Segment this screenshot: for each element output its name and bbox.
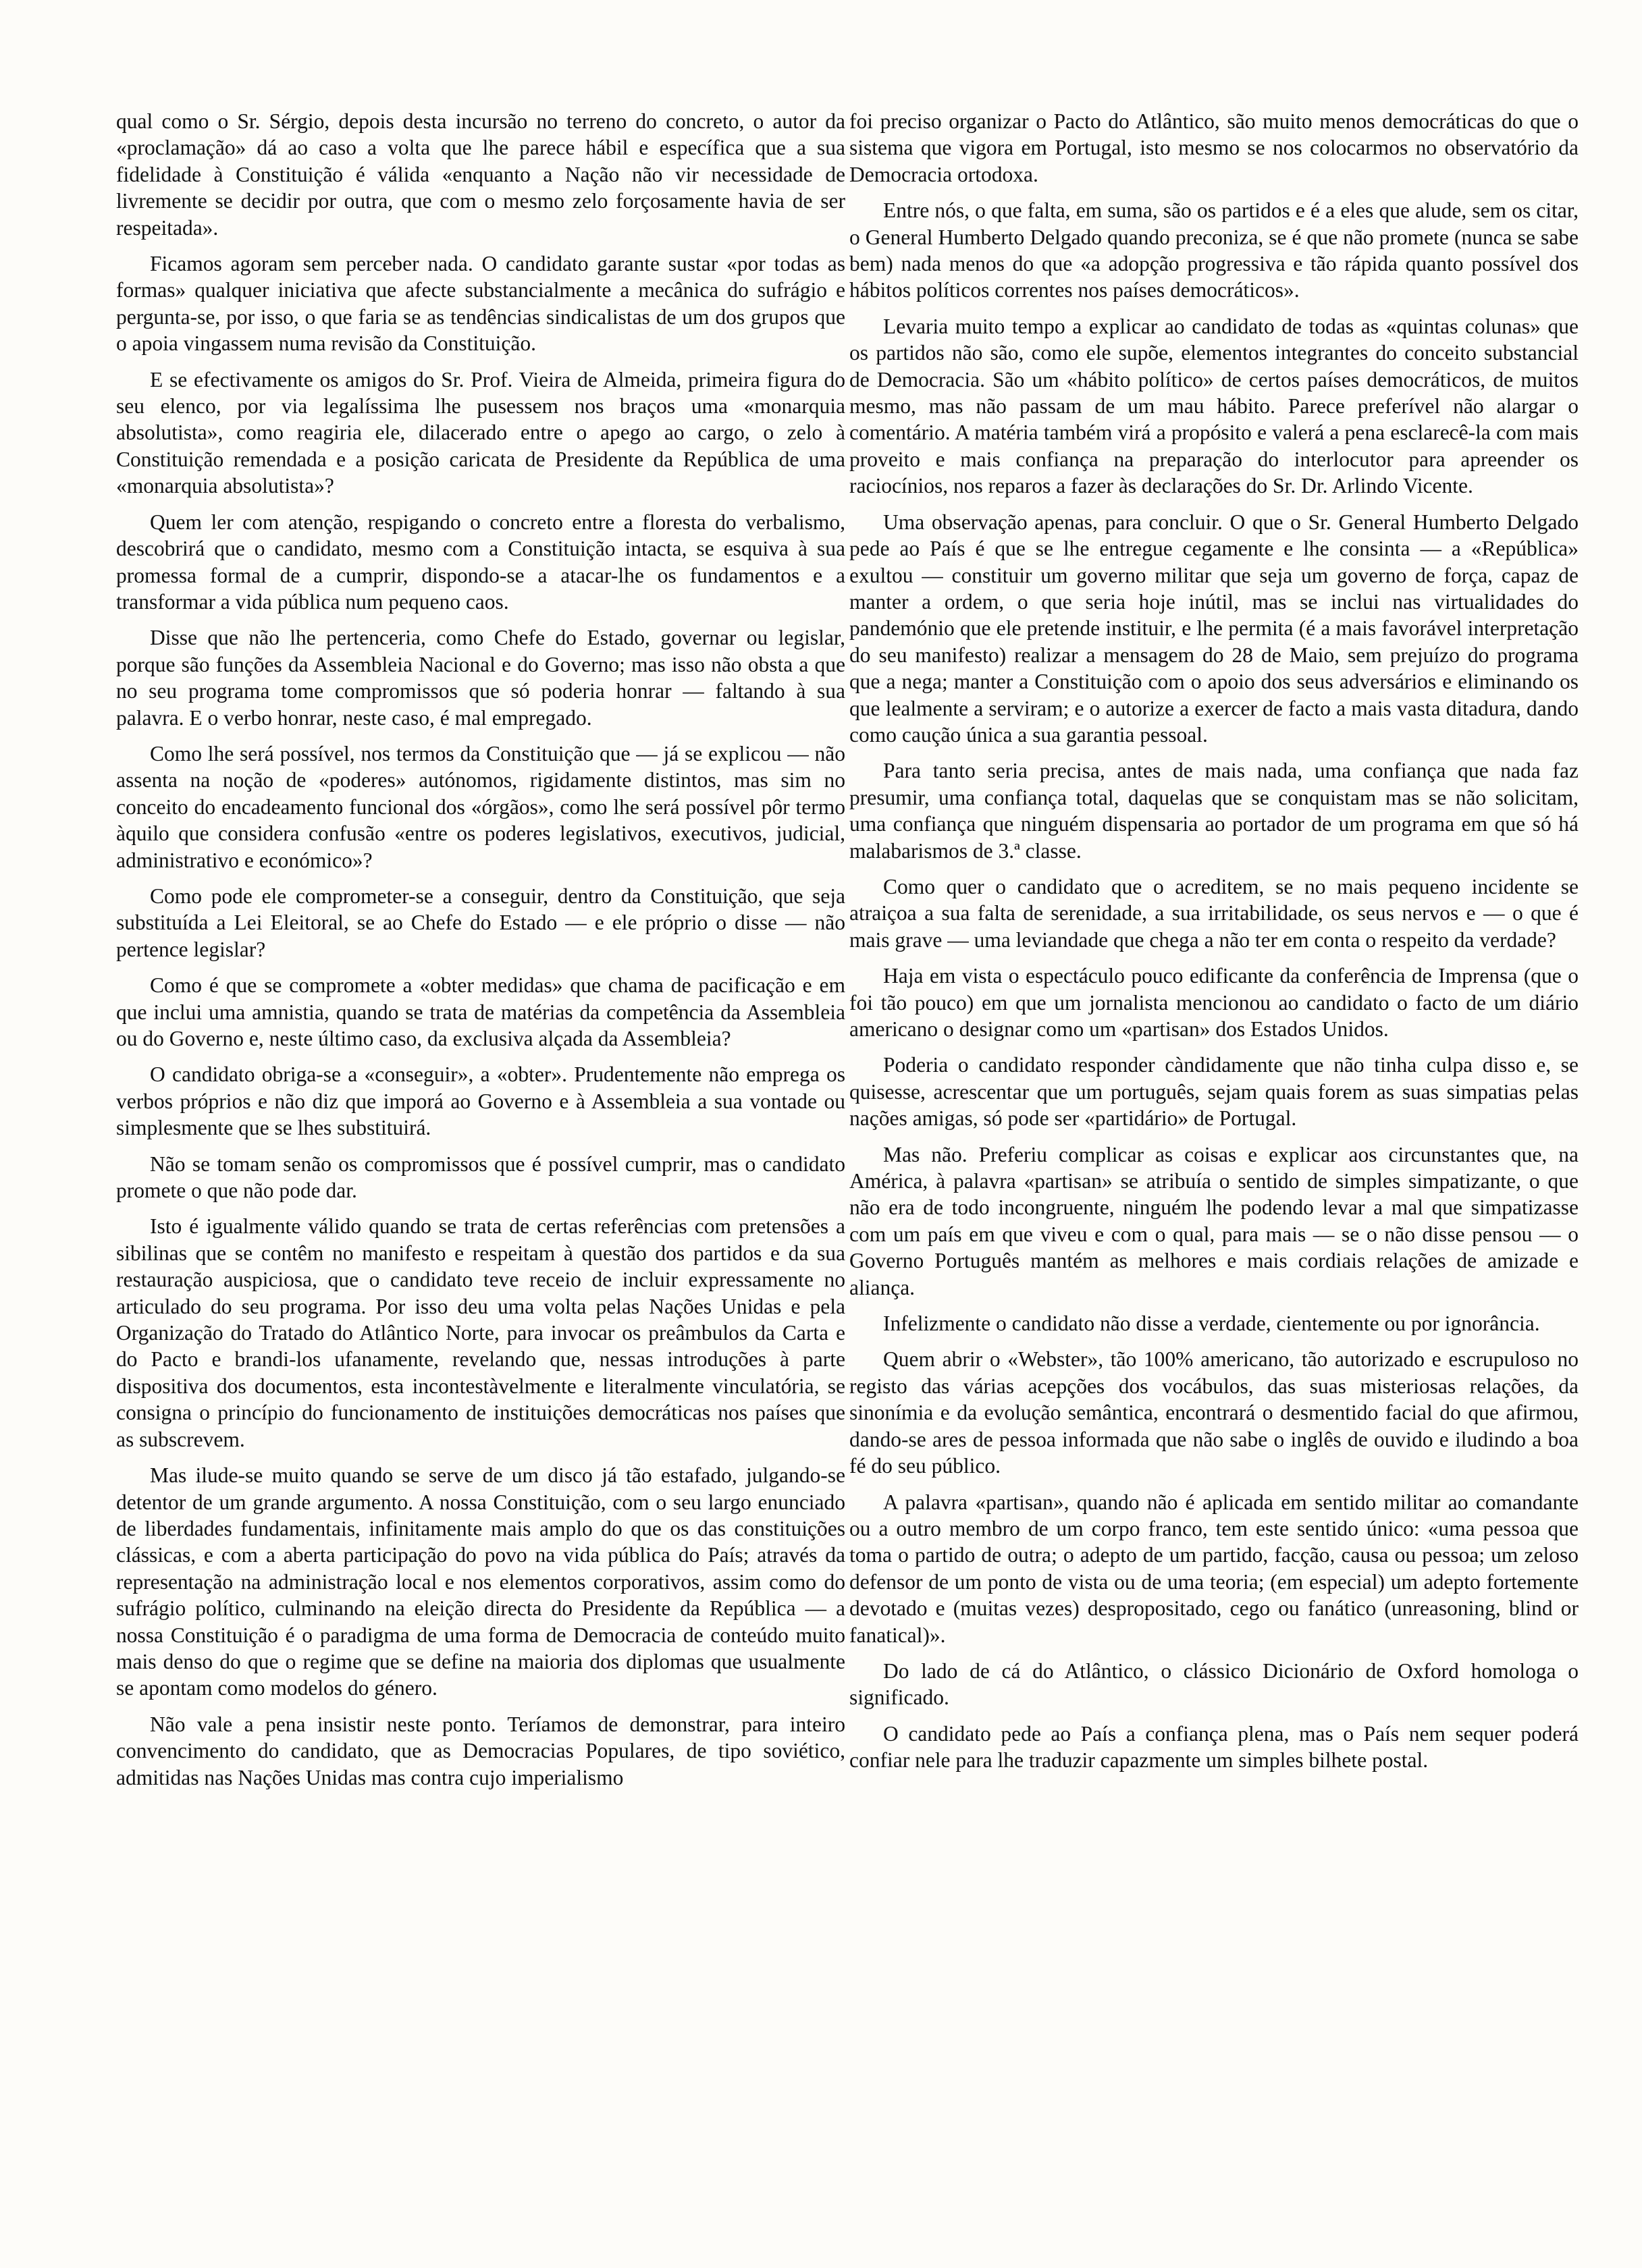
paragraph: Como lhe será possível, nos termos da Constituição que — já se explicou — não assenta na noção de «poderes» autónomos, rigidamente distintos, mas sim no conceito do encadeamento funcional dos «órgãos», como lhe será possível pôr termo àquilo que considera confusão «entre os poderes legislativos, executivos, judicial, administrativo e económico»? — [116, 741, 845, 872]
paragraph: Como é que se compromete a «obter medidas» que chama de pacificação e em que inclui uma amnistia, quando se trata de matérias da competência da Assembleia ou do Governo e, neste último caso, da exclusiva alçada da Assembleia? — [116, 973, 845, 1050]
paragraph: qual como o Sr. Sérgio, depois desta incursão no terreno do concreto, o autor da «proclamação» dá ao caso a volta que lhe parece hábil e específica que a sua fidelidade à Constituição é válida «enquanto a Nação não vir necessidade de livremente se decidir por outra, que com o mesmo zelo forçosamente havia de ser respeitada». — [116, 109, 845, 240]
paragraph: O candidato pede ao País a confiança plena, mas o País nem sequer poderá confiar nele para lhe traduzir capazmente um simples bilhete postal. — [849, 1721, 1579, 1773]
paragraph: Entre nós, o que falta, em suma, são os partidos e é a eles que alude, sem os citar, o General Humberto Delgado quando preconiza, se é que não promete (nunca se sabe bem) nada menos do que «a adopção progressiva e tão rápida quanto possível dos hábitos políticos correntes nos países democráticos». — [849, 198, 1579, 302]
paragraph: Não se tomam senão os compromissos que é possível cumprir, mas o candidato promete o que não pode dar. — [116, 1152, 845, 1203]
paragraph: Para tanto seria precisa, antes de mais nada, uma confiança que nada faz presumir, uma confiança total, daquelas que se conquistam mas se não solicitam, uma confiança que ninguém dispensaria ao portador de um programa em que só há malabarismos de 3.ª classe. — [849, 759, 1579, 863]
paragraph: Quem ler com atenção, respigando o concreto entre a floresta do verbalismo, descobrirá que o candidato, mesmo com a Constituição intacta, se esquiva à sua promessa formal de a cumprir, dispondo-se a atacar-lhe os fundamentos e a transformar a vida pública num pequeno caos. — [116, 510, 845, 614]
paragraph: Poderia o candidato responder càndidamente que não tinha culpa disso e, se quisesse, acrescentar que um português, sejam quais forem as suas simpatias pelas nações amigas, só pode ser «partidário» de Portugal. — [849, 1053, 1579, 1131]
paragraph: Disse que não lhe pertenceria, como Chefe do Estado, governar ou legislar, porque são funções da Assembleia Nacional e do Governo; mas isso não obsta a que no seu programa tome compromissos que só poderia honrar — faltando à sua palavra. E o verbo honrar, neste caso, é mal empregado. — [116, 626, 845, 730]
paragraph: E se efectivamente os amigos do Sr. Prof. Vieira de Almeida, primeira figura do seu elenco, por via legalíssima lhe pusessem nos braços uma «monarquia absolutista», como reagiria ele, dilacerado entre o apego ao cargo, o zelo à Constituição remendada e a posição caricata de Presidente da República de uma «monarquia absolutista»? — [116, 367, 845, 498]
paragraph: Mas não. Preferiu complicar as coisas e explicar aos circunstantes que, na América, à palavra «partisan» se atribuía o sentido de simples simpatizante, o que não era de todo incongruente, ninguém lhe podendo levar a mal que simpatizasse com um país em que viveu e com o qual, para mais — se o não disse pensou — o Governo Português mantém as melhores e mais cordiais relações de amizade e aliança. — [849, 1142, 1579, 1299]
paragraph: Levaria muito tempo a explicar ao candidato de todas as «quintas colunas» que os partidos não são, como ele supõe, elementos integrantes do conceito substancial de Democracia. São um «hábito político» de certos países democráticos, de muitos mesmo, mas não passam de um mau hábito. Parece preferível não alargar o comentário. A matéria também virá a propósito e valerá a pena esclarecê-la com mais proveito e mais confiança na preparação do interlocutor para apreender os raciocínios, nos reparos a fazer às declarações do Sr. Dr. Arlindo Vicente. — [849, 314, 1579, 498]
paragraph: O candidato obriga-se a «conseguir», a «obter». Prudentemente não emprega os verbos próprios e não diz que imporá ao Governo e à Assembleia a sua vontade ou simplesmente que se lhes substituirá. — [116, 1062, 845, 1140]
right-column — [849, 108, 1579, 1774]
paragraph: A palavra «partisan», quando não é aplicada em sentido militar ao comandante ou a outro membro de um corpo franco, tem este sentido único: «uma pessoa que toma o partido de outra; o adepto de um partido, facção, causa ou pessoa; um zeloso defensor de um ponto de vista ou de uma teoria; (em especial) um adepto fortemente devotado e (muitas vezes) despropositado, cego ou fanático (unreasoning, blind or fanatical)». — [849, 1490, 1579, 1647]
paragraph: Não vale a pena insistir neste ponto. Teríamos de demonstrar, para inteiro convencimento do candidato, que as Democracias Populares, de tipo soviético, admitidas nas Nações Unidas mas contra cujo imperialismo — [116, 1712, 845, 1789]
paragraph: Como quer o candidato que o acreditem, se no mais pequeno incidente se atraiçoa a sua falta de serenidade, a sua irritabilidade, os seus nervos e — o que é mais grave — uma leviandade que chega a não ter em conta o respeito da verdade? — [849, 874, 1579, 952]
paragraph: Quem abrir o «Webster», tão 100% americano, tão autorizado e escrupuloso no registo das várias acepções dos vocábulos, das suas misteriosas relações, da sinonímia e da evolução semântica, encontrará o desmentido facial do que afirmou, dando-se ares de pessoa informada que não sabe o inglês de ouvido e iludindo a boa fé do seu público. — [849, 1347, 1579, 1478]
paragraph: Como pode ele comprometer-se a conseguir, dentro da Constituição, que seja substituída a Lei Eleitoral, se ao Chefe do Estado — e ele próprio o disse — não pertence legislar? — [116, 884, 845, 961]
paragraph: Do lado de cá do Atlântico, o clássico Dicionário de Oxford homologa o significado. — [849, 1658, 1579, 1710]
paragraph: Isto é igualmente válido quando se trata de certas referências com pretensões a sibilinas que se contêm no manifesto e respeitam à questão dos partidos e da sua restauração auspiciosa, que o candidato teve receio de incluir expressamente no articulado do seu programa. Por isso deu uma volta pelas Nações Unidas e pela Organização do Tratado do Atlântico Norte, para invocar os preâmbulos da Carta e do Pacto e brandi-los ufanamente, revelando que, nessas introduções à parte dispositiva dos documentos, esta incontestàvelmente e literalmente vinculatória, se consigna o princípio do funcionamento de instituições democráticas nos países que as subscrevem. — [116, 1214, 845, 1451]
paragraph: Uma observação apenas, para concluir. O que o Sr. General Humberto Delgado pede ao País é que se lhe entregue cegamente e lhe consinta — a «República» exultou — constituir um governo militar que seja um governo de força, capaz de manter a ordem, o que seria hoje inútil, mas se inclui nas virtualidades do pandemónio que ele pretende instituir, e lhe permita (é a mais favorável interpretação do seu manifesto) realizar a mensagem do 28 de Maio, sem prejuízo do programa que a nega; manter a Constituição com o apoio dos seus adversários e eliminando os que lealmente a serviram; e o autorize a exercer de facto a mais vasta ditadura, dando como caução única a sua garantia pessoal. — [849, 510, 1579, 747]
paragraph: foi preciso organizar o Pacto do Atlântico, são muito menos democráticas do que o sistema que vigora em Portugal, isto mesmo se nos colocarmos no observatório da Democracia ortodoxa. — [849, 109, 1579, 186]
paragraph: Mas ilude-se muito quando se serve de um disco já tão estafado, julgando-se detentor de um grande argumento. A nossa Constituição, com o seu largo enunciado de liberdades fundamentais, infinitamente mais amplo do que os das constituições clássicas, e com a aberta participação do povo na vida pública do País; através da representação na administração local e nos elementos corporativos, assim como do sufrágio político, culminando na eleição directa do Presidente da República — a nossa Constituição é o paradigma de uma forma de Democracia de conteúdo muito mais denso do que o regime que se define na maioria dos diplomas que usualmente se apontam como modelos do género. — [116, 1463, 845, 1700]
left-column — [116, 108, 845, 1791]
paragraph: Infelizmente o candidato não disse a verdade, cientemente ou por ignorância. — [883, 1312, 1540, 1336]
paragraph: Haja em vista o espectáculo pouco edificante da conferência de Imprensa (que o foi tão pouco) em que um jornalista mencionou ao candidato o facto de um diário americano o designar como um «partisan» dos Estados Unidos. — [849, 964, 1579, 1041]
paragraph: Ficamos agoram sem perceber nada. O candidato garante sustar «por todas as formas» qualquer iniciativa que afecte substancialmente a mecânica do sufrágio e pergunta-se, por isso, o que faria se as tendências sindicalistas de um dos grupos que o apoia vingassem numa revisão da Constituição. — [116, 252, 845, 356]
